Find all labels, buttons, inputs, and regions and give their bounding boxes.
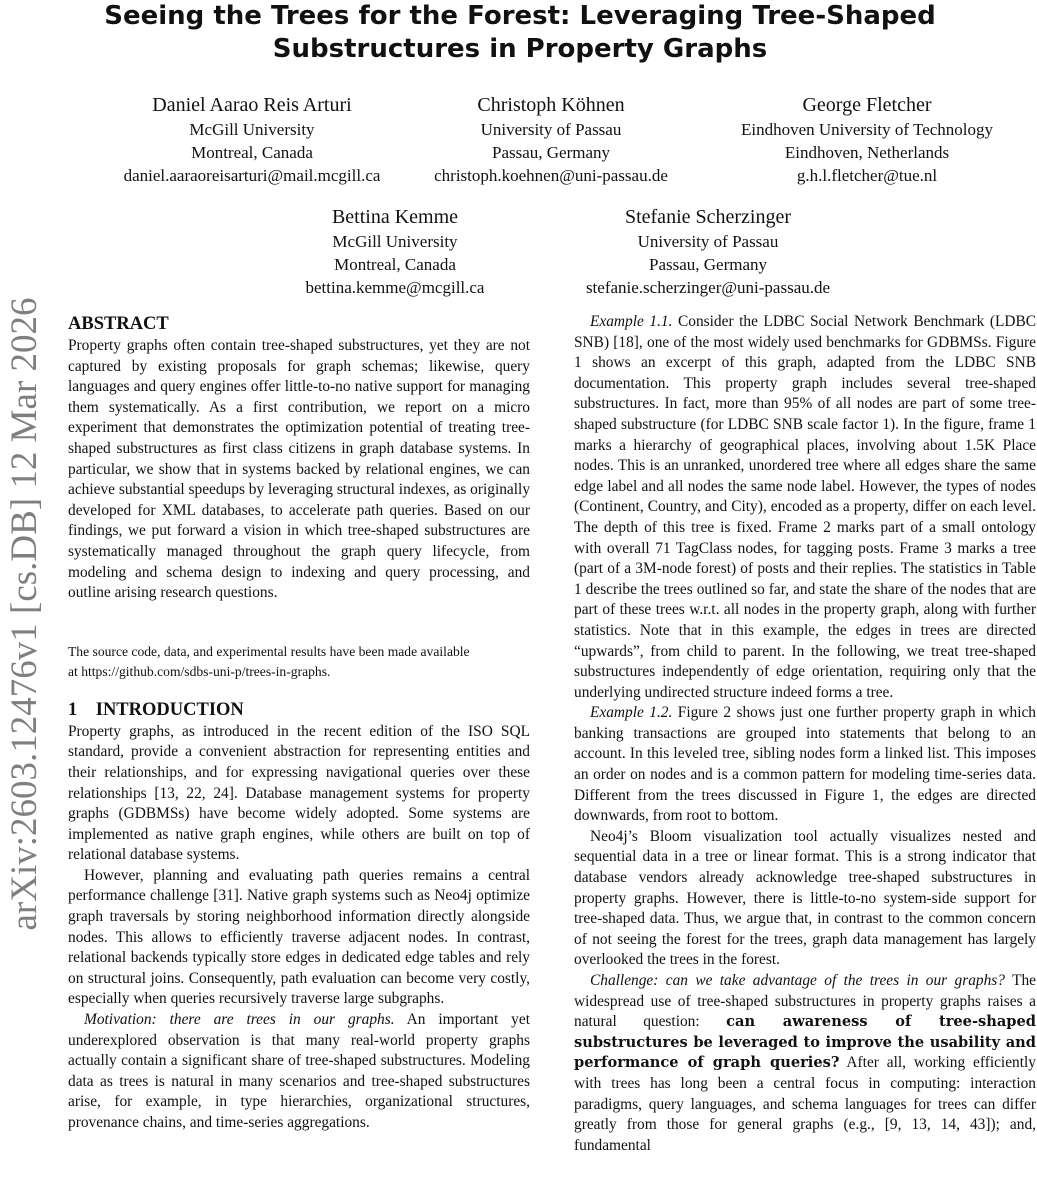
author-email: stefanie.scherzinger@uni-passau.de [585,278,831,297]
challenge-question: can awareness of tree-shaped substructures be leveraged to improve the usability and performance of graph queries? [574,1013,1036,1072]
source-note-line-2: at https://github.com/sdbs-uni-p/trees-in-graphs. [68,663,331,679]
author-location: Eindhoven, Netherlands [784,143,950,162]
author-block [552,204,864,299]
example-1-1-label: Example 1.1. [590,313,673,330]
example-1-1 [574,312,1036,703]
source-note-line-1: The source code, data, and experimental results have been made available [68,643,470,659]
example-1-1-text: Consider the LDBC Social Network Benchmark (LDBC SNB) [18], one of the most widely used benchmarks for GDBMSs. Figure 1 shows an excerpt of this graph, adapted from the LDBC SNB documentation. This property graph includes several tree-shaped substructures. In fact, more than 95% of all nodes are part of some tree-shaped substructure (for LDBC SNB scale factor 1). In the figure, frame 1 marks a hierarchy of geographical places, involving about 1.5K Place nodes. This is an unranked, unordered tree where all edges share the same edge label and all nodes the same node label. However, the types of nodes (Continent, Country, and City), encoded as a property, differ on each level. The depth of this tree is fixed. Frame 2 marks part of a small ontology with overall 71 TagClass nodes, for tagging posts. Frame 3 marks a tree (part of a 3M-node forest) of posts and their replies. The statistics in Table 1 describe the trees outlined so far, and state the share of the nodes that are part of these trees w.r.t. all nodes in the property graph, along with further statistics. Note that in this example, the edges in trees are directed “upwards”, from child to parent. In the following, we treat tree-shaped substructures independently of edge orientation, requiring only that the underlying undirected structure indeed forms a tree. [574,313,1037,701]
author-email: daniel.aaraoreisarturi@mail.mcgill.ca [123,166,381,185]
paper-title [60,0,980,66]
author-location: Montreal, Canada [191,143,313,162]
author-affiliation: McGill University [332,232,458,251]
challenge-text: The widespread use of tree-shaped substructures in property graphs raises a natural question: [574,972,1036,1031]
author-block [84,92,420,187]
intro-paragraph: Property graphs, as introduced in the recent edition of the ISO SQL standard, provide a convenient abstraction for representing entities and their relationships, and for expressing navigational queries over these relationships [13, 22, 24]. Database management systems for property graphs (GDBMSs) have become widely adopted. Some systems are implemented as native graph engines, while others are built on top of relational database systems. [68,722,530,864]
challenge-paragraph [574,971,1036,1156]
author-name: Christoph Köhnen [477,94,625,116]
abstract-text: Property graphs often contain tree-shaped substructures, yet they are not captured by existing proposals for graph schemas; likewise, query languages and query engines offer little-to-no native support for managing them systematically. As a first contribution, we report on a micro experiment that demonstrates the optimization potential of treating tree-shaped substructures as first class citizens in graph database systems. In particular, we show that in systems backed by relational engines, we can achieve substantial speedups by leveraging structural indexes, as originally developed for XML databases, to accelerate path queries. Based on our findings, we put forward a vision in which tree-shaped substructures are systematically managed throughout the graph query lifecycle, from modeling and schema design to indexing and query processing, and outline arising research questions. [68,337,531,602]
motivation-lead: Motivation: there are trees in our graphs. [84,1011,395,1029]
author-email: christoph.koehnen@uni-passau.de [434,166,668,185]
author-email: g.h.l.fletcher@tue.nl [796,166,938,185]
left-column [68,312,530,1134]
title-line-2: Substructures in Property Graphs [272,34,768,64]
example-1-2 [574,703,1036,827]
source-note [68,642,530,682]
example-1-2-label: Example 1.2. [590,704,673,722]
author-location: Passau, Germany [491,143,611,162]
neo4j-paragraph: Neo4j’s Bloom visualization tool actually visualizes nested and sequential data in a tree or linear format. This is a strong indicator that database vendors already acknowledge tree-shaped substructures in property graphs. However, there is little-to-no system-side support for tree-shaped data. Thus, we argue that, in contrast to the common concern of not seeing the forest for the trees, graph data management has largely overlooked the trees in the forest. [574,827,1036,969]
author-name: Stefanie Scherzinger [624,206,792,228]
author-name: Daniel Aarao Reis Arturi [152,94,352,116]
author-name: Bettina Kemme [331,206,459,228]
right-column [574,312,1036,1156]
author-name: George Fletcher [802,94,932,116]
arxiv-identifier: arXiv:2603.12476v1 [cs.DB] 12 Mar 2026 [4,297,45,931]
challenge-lead: Challenge: can we take advantage of the trees in our graphs? [590,972,1005,989]
author-affiliation: Eindhoven University of Technology [740,120,994,139]
abstract-heading: ABSTRACT [68,314,169,334]
author-block [264,204,526,299]
author-location: Passau, Germany [648,255,768,274]
author-affiliation: University of Passau [637,232,779,251]
author-location: Montreal, Canada [334,255,456,274]
author-block [400,92,702,187]
introduction-heading: 1 INTRODUCTION [68,699,244,720]
author-affiliation: University of Passau [480,120,622,139]
author-block [706,92,1028,187]
motivation-text: An important yet underexplored observation is that many real-world property graphs actually contain a significant share of tree-shaped substructures. Modeling data as trees is natural in many scenarios and tree-shaped substructures arise, for example, in type hierarchies, organizational structures, provenance chains, and time-series aggregations. [68,1011,530,1131]
example-1-2-text: Figure 2 shows just one further property graph in which banking transactions are grouped into statements that belong to an account. In this leveled tree, sibling nodes form a linked list. This imposes an order on nodes and is a common pattern for modeling time-series data. Different from the trees discussed in Figure 1, the edges are directed downwards, from root to bottom. [574,704,1037,825]
title-line-1: Seeing the Trees for the Forest: Leveraging Tree-Shaped [104,1,936,31]
motivation-paragraph [68,1010,530,1134]
intro-paragraph: However, planning and evaluating path queries remains a central performance challenge [31]. Native graph systems such as Neo4j optimize graph traversals by storing neighborhood information directly alongside nodes. This allows to efficiently traverse adjacent nodes. In contrast, relational backends typically store edges in dedicated edge tables and rely on structural joins. Consequently, path evaluation can become very costly, especially when queries recursively traverse large subgraphs. [68,866,530,1008]
challenge-text-continued: After all, working efficiently with trees has long been a central focus in computing: interaction paradigms, query languages, and schema languages for trees can differ greatly from those for general graphs (e.g., [9, 13, 14, 43]); and, fundamental [574,1054,1036,1154]
author-affiliation: McGill University [189,120,315,139]
author-email: bettina.kemme@mcgill.ca [305,278,485,297]
